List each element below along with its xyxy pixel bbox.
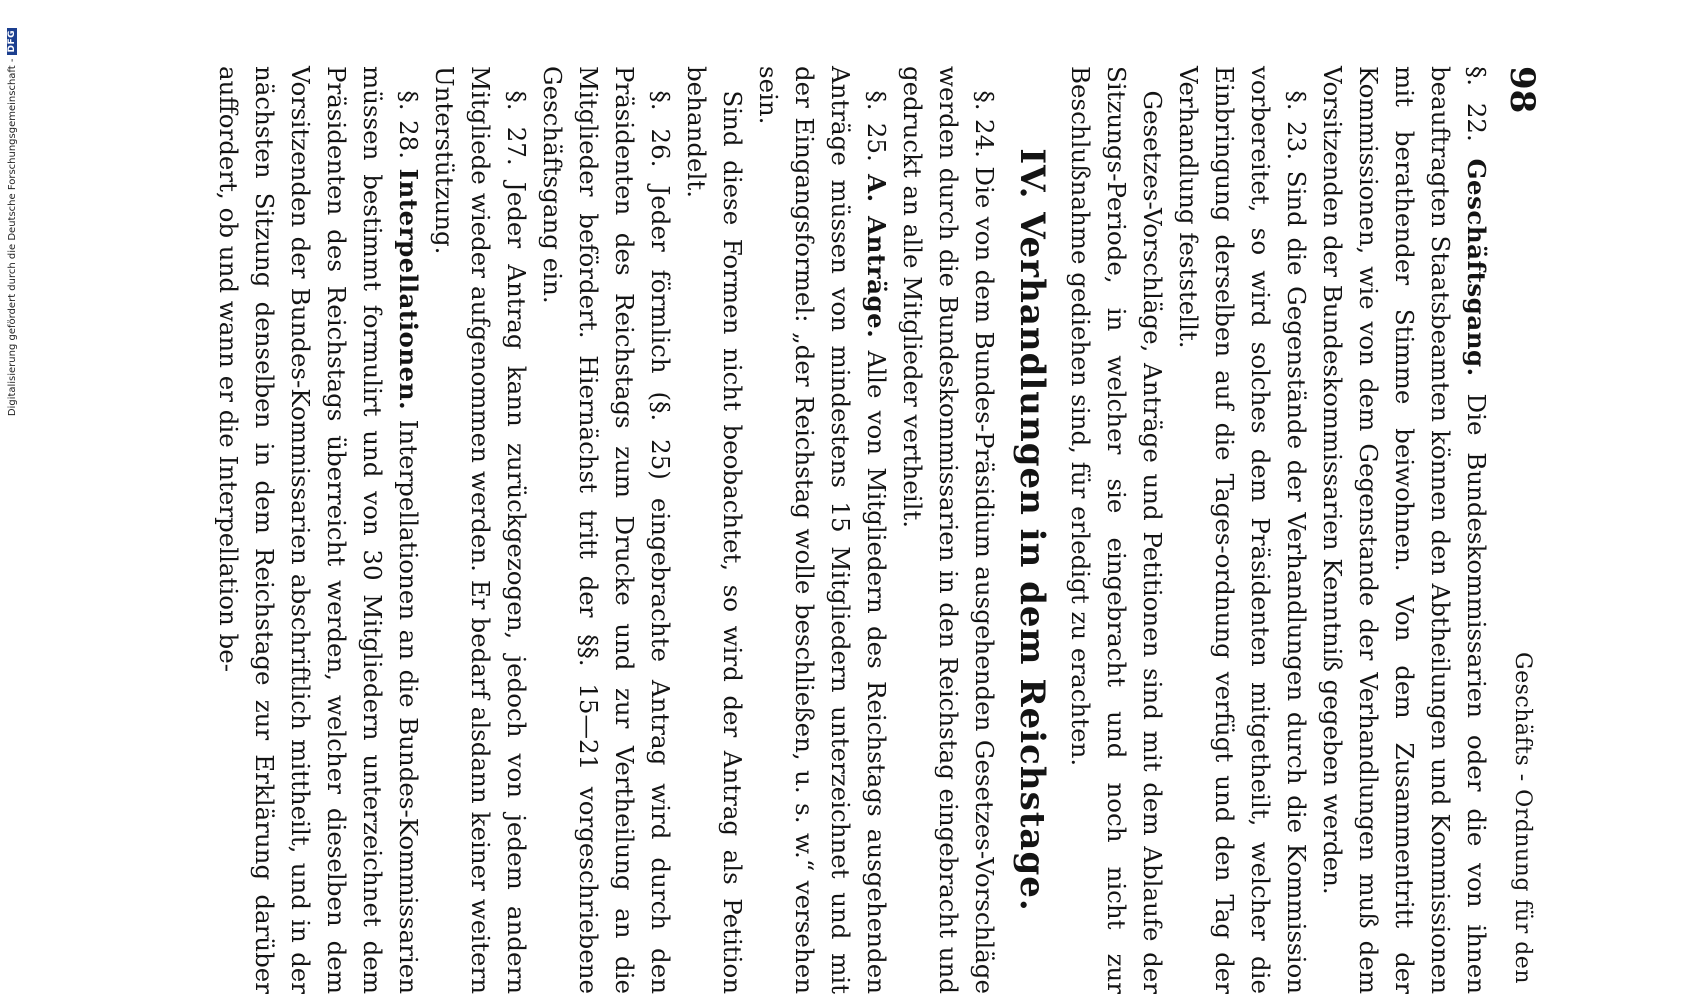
paragraph-text: Die Bundeskommissarien oder die von ihnen beauftragten Staatsbeamten können den Abtheilungen und Kommissionen mit berathender Stimme beiwohnen. Von dem Zusammentritt der Kommissionen, wie von dem Gegenstande der Verhandlungen muß dem Vorsitzenden der Bundeskommissarien Kenntniß gegeben werden. (1318, 66, 1491, 994)
section-number: §. 22. (1462, 66, 1491, 142)
paragraph-text: Sind die Gegenstände der Verhandlungen durch die Kommission vorbereitet, so wird solches dem Präsidenten mitgetheilt, welcher die Einbringung derselben auf die Tages-ordnung verfügt und den Tag der Verhandlung feststellt. (1174, 66, 1311, 994)
digitization-credit (1, 0, 23, 1000)
section-number: §. 24. (970, 90, 999, 158)
running-head (1504, 66, 1560, 994)
section-keyword: Interpellationen. (394, 168, 423, 411)
section-number: §. 25. (862, 90, 891, 162)
credit-text: Digitalisierung gefördert durch die Deutsche Forschungsgemeinschaft - (6, 58, 18, 417)
paragraph-23 (1170, 66, 1314, 994)
paragraph-28 (210, 66, 426, 994)
paragraph-22 (1314, 66, 1494, 994)
page-number: 98 (1502, 66, 1542, 114)
section-number: §. 27. (502, 90, 531, 166)
paragraph-26 (534, 66, 678, 994)
paragraph-27 (426, 66, 534, 994)
book-page (214, 60, 1560, 1000)
paragraph-text: Sind diese Formen nicht beobachtet, so wird der Antrag als Petition behandelt. (682, 66, 747, 994)
paragraph-24 (894, 66, 1002, 994)
dfg-logo: DFG (7, 30, 17, 53)
section-keyword: A. Anträge. (862, 174, 891, 339)
paragraph-25-continued (678, 66, 750, 994)
section-number: §. 28. (394, 90, 423, 160)
paragraph-text: Alle von Mitgliedern des Reichstags ausgehenden Anträge müssen von mindestens 15 Mitgliedern unterzeichnet und mit der Eingangsformel: „der Reichstag wolle beschließen, u. s. w.“ versehen sein. (754, 66, 891, 994)
section-number: §. 26. (646, 90, 675, 168)
paragraph-text: Die von dem Bundes-Präsidium ausgehenden Gesetzes-Vorschläge werden durch die Bundeskommissarien in den Reichstag eingebracht und gedruckt an alle Mitglieder vertheilt. (898, 66, 999, 994)
paragraph-text: Jeder förmlich (§. 25) eingebrachte Antrag wird durch den Präsidenten des Reichstags zum Drucke und zur Vertheilung an die Mitglieder befördert. Hiernächst tritt der §§. 15—21 vorgeschriebene Geschäftsgang ein. (538, 66, 675, 994)
running-head-title: Geschäfts - Ordnung für den (1510, 652, 1535, 984)
section-keyword: Geschäftsgang. (1462, 158, 1491, 377)
section-number: §. 23. (1282, 90, 1311, 161)
paragraph-text: Interpellationen an die Bundes-Kommissarien müssen bestimmt formulirt und von 30 Mitgliedern unterzeichnet dem Präsidenten des Reichstags überreicht werden, welcher dieselben dem Vorsitzenden der Bundes-Kommissarien abschriftlich mittheilt, und in der nächsten Sitzung denselben in dem Reichstage zur Erklärung darüber auffordert, ob und wann er die Interpellation be- (214, 66, 423, 994)
paragraph-text: Jeder Antrag kann zurückgezogen, jedoch von jedem andern Mitgliede wieder aufgenommen werden. Er bedarf alsdann keiner weitern Unterstützung. (430, 66, 531, 994)
paragraph-23-continued (1062, 66, 1170, 994)
paragraph-text: Gesetzes-Vorschläge, Anträge und Petitionen sind mit dem Ablaufe der Sitzungs-Periode, in welcher sie eingebracht und noch nicht zur Beschlußnahme gediehen sind, für erledigt zu erachten. (1066, 66, 1167, 994)
paragraph-25 (750, 66, 894, 994)
chapter-heading: IV. Verhandlungen in dem Reichstage. (1012, 148, 1052, 912)
